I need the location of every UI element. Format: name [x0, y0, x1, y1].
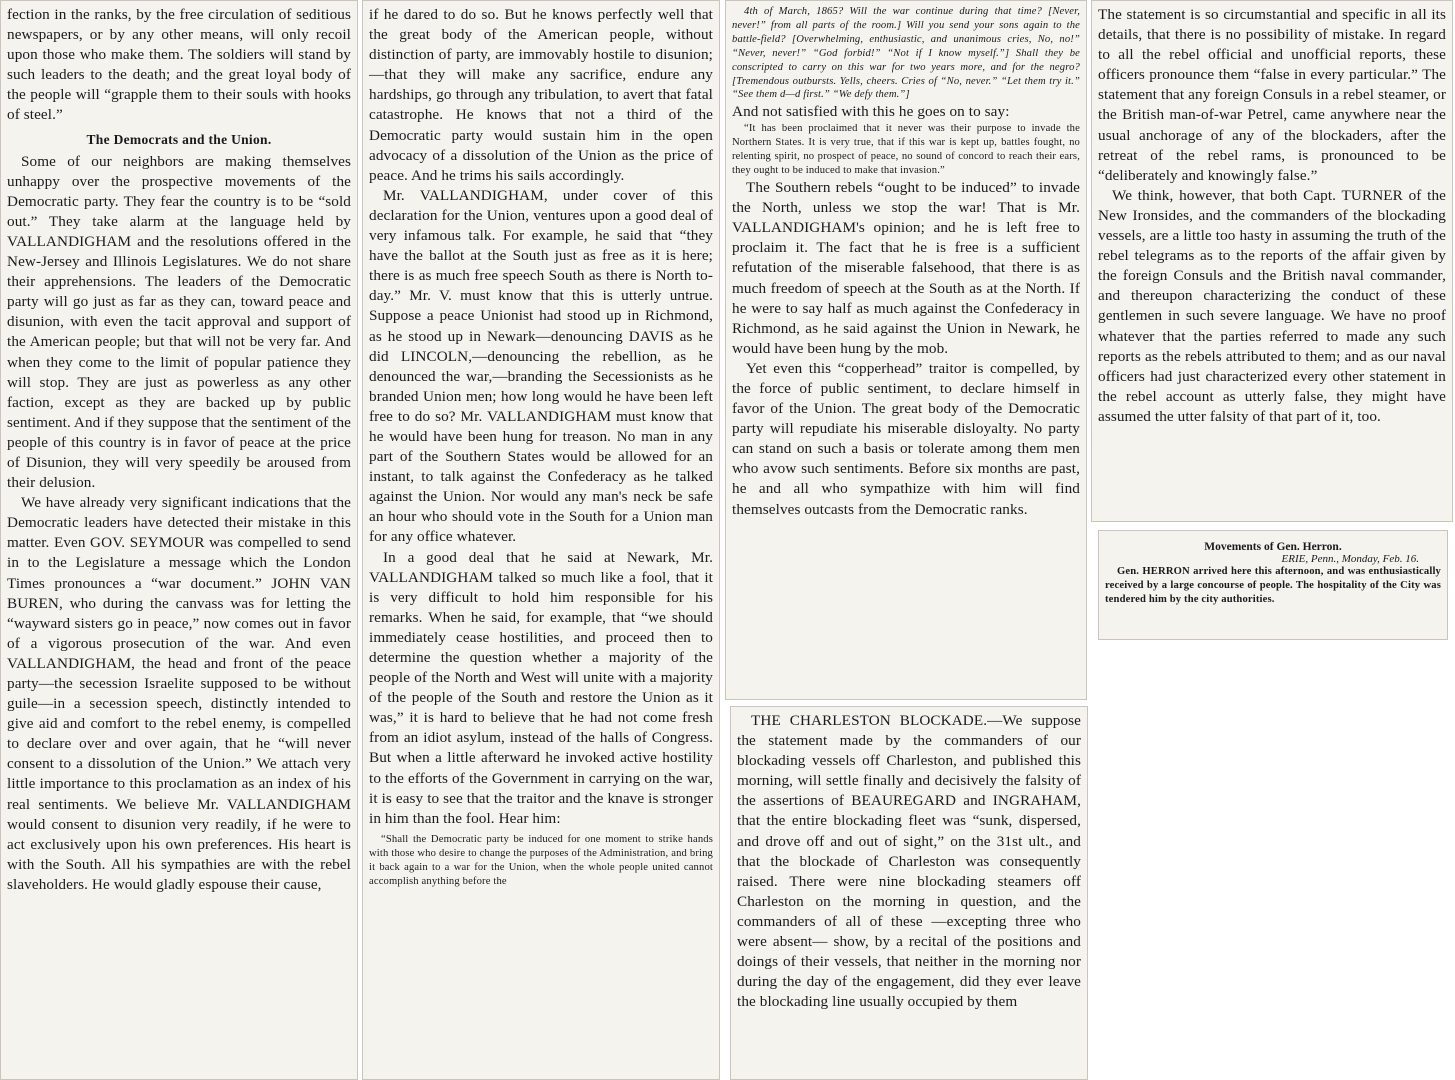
- herron-paragraph: Gen. HERRON arrived here this afternoon, and was enthusiastically received by a large concourse of people. The hospitality of the City was tendered him by the city authorities.: [1105, 566, 1441, 605]
- dateline: ERIE, Penn., Monday, Feb. 16.: [1281, 553, 1419, 565]
- col3-speech-quote: 4th of March, 1865? Will the war continue during that time? [Never, never!” from all parts of the room.] Will you send your sons again to the battle-field? [Overwhelming, enthusiastic, and unanimous cries, No, no!” “Never, never!” “God forbid!” “Not if I know myself.”] Shall they be conscripted to carry on this war for two years more, and for the negro? [Tremendous outbursts. Yells, cheers. Cries of “No, never.” “Let them try it.” “See them d—d first.” “We defy them.”]: [732, 6, 1080, 101]
- article-heading-democrats: The Democrats and the Union.: [86, 131, 272, 147]
- column-3-upper: [725, 0, 1087, 700]
- col3-speech-quote-2: “It has been proclaimed that it never was their purpose to invade the Northern States. It is very true, that if this war is kept up, battles fought, no relenting spirit, no prospect of peace, no sound of concord to reach their ears, they ought to be induced to make that invasion.”: [732, 123, 1080, 177]
- col4-paragraph: We think, however, that both Capt. TURNER of the New Ironsides, and the commanders of the blockading vessels, are a little too hasty in assuming the truth of the rebel telegrams as to the reports of the affair given by the foreign Consuls and the British naval commander, and thereupon characterizing the conduct of these gentlemen in such severe language. We have no proof whatever that the parties referred to made any such reports as the rebels attributed to them; and as our naval officers had just characterized every other statement in the rebel account as utterly false, they might have assumed the utter falsity of that part of it, too.: [1098, 186, 1446, 425]
- col3-paragraph: The Southern rebels “ought to be induced” to invade the North, unless we stop the war! That is Mr. VALLANDIGHAM's opinion; and he is left free to proclaim it. The fact that he is free is a sufficient refutation of the miserable falsehood, that there is as much freedom of speech at the South as at the North. If he were to say half as much against the Confederacy in Richmond, as he said against the Union in Newark, he would have been hung by the mob.: [732, 179, 1080, 357]
- col2-speech-quote: “Shall the Democratic party be induced for one moment to strike hands with those who desire to change the purposes of the Administration, and bring it back again to a war for the Union, when the whole people united cannot accomplish anything before the: [369, 833, 713, 887]
- col3-paragraph: Yet even this “copperhead” traitor is compelled, by the force of public sentiment, to declare himself in favor of the Union. The great body of the Democratic party will repudiate his miserable disloyalty. No party can stand on such a basis or tolerate among them men who avow such sentiments. Before six months are past, he and all who sympathize with him will find themselves outcasts from the Democratic ranks.: [732, 359, 1080, 518]
- col2-continued-text: if he dared to do so. But he knows perfectly well that the great body of the American people, without distinction of party, are immovably hostile to disunion;—that they will make any sacrifice, endure any hardships, go through any tribulation, to avert that fatal catastrophe. He knows that not a third of the Democratic party would sustain him in the open advocacy of a dissolution of the Union as the price of peace. And he trims his sails accordingly.: [369, 6, 713, 184]
- col1-paragraph: Some of our neighbors are making themselves unhappy over the prospective movements of the Democratic party. They fear the country is to be “sold out.” They take alarm at the language held by VALLANDIGHAM and the resolutions offered in the New-Jersey and Illinois Legislatures. We do not share their apprehensions. The leaders of the Democratic party will go just as far as they can, toward peace and disunion, with even the tacit approval and support of the American people; but that will not be very far. And when they come to the limit of popular patience they will stop. They are just as powerless as any other faction, except as they are backed up by public sentiment. And if they suppose that the sentiment of the people of this country is in favor of peace at the price of Disunion, they will very speedily be aroused from their delusion.: [7, 152, 351, 492]
- col1-continued-text: fection in the ranks, by the free circulation of seditious newspapers, or by any other means, will only recoil upon those who make them. The soldiers will stand by such leaders to the death; and the great loyal body of the people will “grapple them to their souls with hooks of steel.”: [7, 6, 351, 124]
- column-2: [362, 0, 720, 1080]
- col1-paragraph: We have already very significant indications that the Democratic leaders have detected their mistake in this matter. Even GOV. SEYMOUR was compelled to send in to the Legislature a message which the London Times pronounces a “war document.” JOHN VAN BUREN, who during the canvass was for letting the “wayward sisters go in peace,” now comes out in favor of a vigorous prosecution of the war. And even VALLANDIGHAM, the head and front of the peace party—the secession Israelite supposed to be without guile—in a secession speech, distinctly intended to give aid and comfort to the rebel enemy, is compelled to declare over and over again, that he “will never consent to a dissolution of the Union.” We attach very little importance to this proclamation as an index of his real sentiments. We believe Mr. VALLANDIGHAM would consent to disunion very readily, if he were to act exclusively upon his own preferences. His heart is with the South. All his sympathies are with the rebel slaveholders. He would gladly espouse their cause,: [7, 494, 351, 893]
- col2-paragraph: Mr. VALLANDIGHAM, under cover of this declaration for the Union, ventures upon a good deal of very infamous talk. For example, he said that “they have the ballot at the South just as free as it is here; there is as much free speech South as there is North to-day.” Mr. V. must know that this is utterly untrue. Suppose a peace Unionist had stood up in Richmond, as he stood up in Newark—denouncing DAVIS as he did LINCOLN,—denouncing the rebellion, as he denounced the war,—branding the Secessionists as he branded Union men; how long would he have been left free to do so? Mr. VALLANDIGHAM must know that he would have been hung for treason. No man in any part of the Southern States would be allowed for an instant, to talk against the Confederacy as he talked against the Union. Nor would any man's neck be safe an hour who should vote in the South for a Union man for any office whatever.: [369, 186, 713, 546]
- column-4-upper: [1091, 0, 1453, 522]
- charleston-blockade-paragraph: THE CHARLESTON BLOCKADE.—We suppose the statement made by the commanders of our blockading vessels off Charleston, and published this morning, will settle finally and decisively the falsity of the assertions of BEAUREGARD and INGRAHAM, that the entire blockading fleet was “sunk, dispersed, and drove off and out of sight,” on the 31st ult., and that the blockade of Charleston was consequently raised. There were nine blockading steamers off Charleston on the morning in question, and the commanders of all of these —excepting three who were absent— show, by a recital of the positions and doings of their vessels, that neither in the morning nor during the day of the engagement, did they ever leave the blockading line usually occupied by them: [737, 712, 1081, 1011]
- column-4-lower: [1098, 530, 1448, 640]
- col4-paragraph: The statement is so circumstantial and specific in all its details, that there is no possibility of mistake. In regard to all the rebel official and unofficial reports, these officers pronounce them “false in every particular.” The statement that any foreign Consuls in a rebel steamer, or the British man-of-war Petrel, came anywhere near the usual anchorage of any of the blockaders, after the retreat of the rebel rams, is pronounced to be “deliberately and knowingly false.”: [1098, 6, 1446, 184]
- col2-paragraph: In a good deal that he said at Newark, Mr. VALLANDIGHAM talked so much like a fool, that it is very difficult to hold him responsible for his remarks. When he said, for example, that “we should immediately cease hostilities, and proceed then to determine the question whether a majority of the people of the North and West will unite with a majority of the people of the South and restore the Union as it was,” it is hard to believe that he had not come fresh from an idiot asylum, instead of the halls of Congress. But when a little afterward he invoked active hostility to the efforts of the Government in carrying on the war, it is easy to see that the traitor and the knave is stronger in him than the fool. Hear him:: [369, 548, 713, 827]
- article-heading-herron: Movements of Gen. Herron.: [1204, 541, 1342, 553]
- column-1: [0, 0, 358, 1080]
- col3-transition: And not satisfied with this he goes on to say:: [732, 103, 1010, 121]
- column-3-lower: [730, 706, 1088, 1080]
